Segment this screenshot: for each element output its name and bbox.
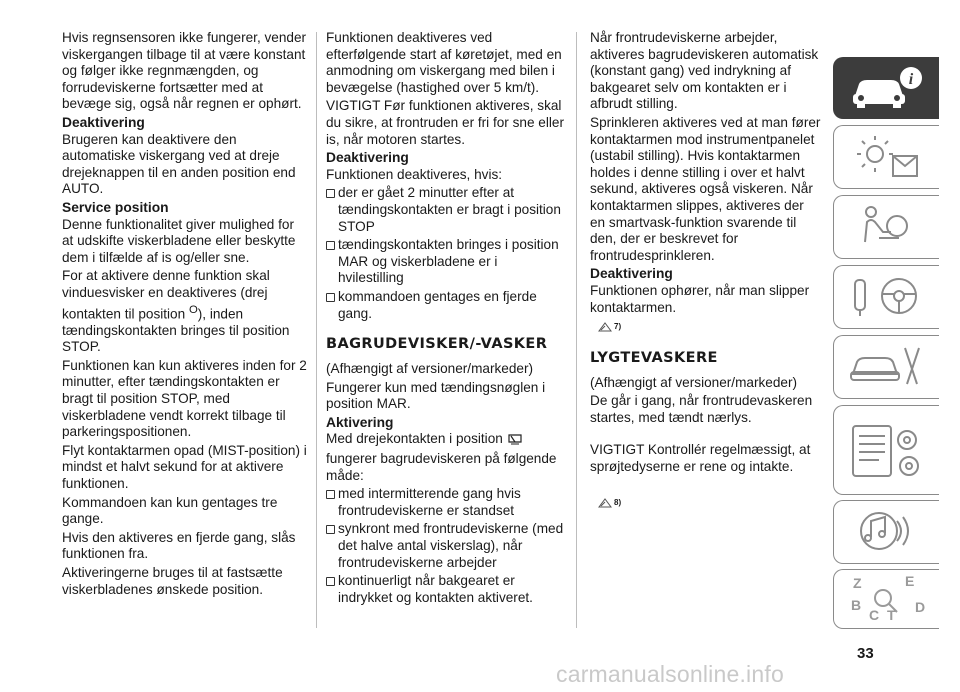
column-1 bbox=[62, 30, 308, 600]
car-info-icon bbox=[849, 64, 927, 112]
watermark: carmanualsonline.info bbox=[556, 661, 784, 687]
music-phone-icon bbox=[849, 507, 927, 555]
position-symbol: O bbox=[188, 303, 198, 316]
index-letter: B bbox=[851, 597, 862, 613]
tab-emergency[interactable] bbox=[833, 335, 939, 399]
svg-text:i: i bbox=[908, 71, 914, 88]
text-part: ), inden tændingskontakten bringes til position STOP. bbox=[62, 306, 290, 355]
warning-reference bbox=[598, 319, 822, 336]
paragraph: Når frontrudeviskerne arbejder, aktiveres bagrudeviskeren automatisk (konstant gang) ved indrykning af bakgearet selv om kontakten er i afbrudt stilling. bbox=[590, 30, 819, 112]
paragraph: De går i gang, når frontrudevaskeren startes, med tændt nærlys. bbox=[590, 393, 813, 425]
paragraph: Funktionen deaktiveres, hvis: bbox=[326, 166, 503, 182]
paragraph: (Afhængigt af versioner/markeder) bbox=[326, 361, 534, 377]
index-letters-icon bbox=[849, 576, 927, 622]
heading-aktivering: Aktivering bbox=[326, 414, 394, 430]
paragraph: Funktionen deaktiveres ved efterfølgende start af køretøjet, med en anmodning om viskergang med bilen i bevægelse (hastighed over 5 km/t). bbox=[326, 30, 562, 95]
tab-maintenance[interactable] bbox=[833, 405, 939, 495]
heading-deaktivering: Deaktivering bbox=[326, 150, 409, 166]
tab-car-info[interactable] bbox=[833, 57, 939, 119]
tab-starting-driving[interactable] bbox=[833, 265, 939, 329]
paragraph bbox=[62, 268, 308, 356]
paragraph: VIGTIGT Før funktionen aktiveres, skal du sikre, at frontruden er fri for sne eller is, når motoren startes. bbox=[326, 98, 564, 147]
car-tools-icon bbox=[849, 342, 927, 390]
paragraph: Funktionen ophører, når man slipper kontaktarmen. bbox=[590, 282, 810, 315]
paragraph: Denne funktionalitet giver mulighed for at udskifte viskerbladene eller beskytte dem i tilfælde af is og/eller sne. bbox=[62, 216, 296, 265]
maintenance-gears-icon bbox=[849, 412, 927, 488]
index-letter: E bbox=[905, 576, 915, 589]
paragraph: Aktiveringerne bruges til at fastsætte viskerbladenes ønskede position. bbox=[62, 564, 283, 597]
text-part: For at aktivere denne funktion skal vinduesvisker en deaktiveres (drej kontakten til position bbox=[62, 268, 270, 322]
tab-safety[interactable] bbox=[833, 195, 939, 259]
tab-index[interactable] bbox=[833, 569, 939, 629]
index-letter: Z bbox=[853, 576, 862, 591]
bullet-item: kommandoen gentages en fjerde gang. bbox=[326, 289, 566, 322]
paragraph bbox=[326, 431, 566, 484]
heading-service-position: Service position bbox=[62, 199, 169, 215]
paragraph: Funktionen kan kun aktiveres inden for 2 minutter, efter tændingskontakten er bragt til position STOP, med viskerbladene vendt korrekt tilbage til parkeringspositionen. bbox=[62, 357, 307, 440]
bullet-item: synkront med frontrudeviskerne (med det halve antal viskerslag), når frontrudeviskerne arbejder bbox=[326, 521, 566, 571]
bullet-item: der er gået 2 minutter efter at tændingskontakten er bragt i position STOP bbox=[326, 185, 566, 235]
index-letter: D bbox=[915, 599, 926, 615]
text-part: fungerer bagrudeviskeren på følgende måde: bbox=[326, 451, 557, 483]
rear-wiper-symbol-icon bbox=[507, 432, 523, 451]
warning-number: 7) bbox=[614, 322, 622, 332]
warning-number: 8) bbox=[614, 497, 622, 507]
key-steering-icon bbox=[849, 272, 927, 320]
bullet-item: kontinuerligt når bakgearet er indrykket og kontakten aktiveret. bbox=[326, 573, 566, 606]
warning-hand-icon bbox=[598, 321, 612, 333]
warning-reference bbox=[598, 495, 822, 512]
page-number: 33 bbox=[857, 645, 874, 662]
lights-warning-icon bbox=[849, 132, 927, 180]
column-2 bbox=[326, 30, 566, 608]
heading-deaktivering: Deaktivering bbox=[62, 114, 145, 130]
tab-lights-warnings[interactable] bbox=[833, 125, 939, 189]
paragraph: Flyt kontaktarmen opad (MIST-position) i mindst et halvt sekund for at aktivere funktionen. bbox=[62, 442, 307, 491]
index-letter: C bbox=[869, 607, 880, 622]
section-title-lygtevaskere: LYGTEVASKERE bbox=[590, 349, 718, 366]
bullet-item: med intermitterende gang hvis frontrudeviskerne er standset bbox=[326, 486, 566, 519]
section-title-bagrudevisker: BAGRUDEVISKER/-VASKER bbox=[326, 336, 548, 353]
column-divider bbox=[576, 32, 577, 628]
paragraph: Fungerer kun med tændingsnøglen i position MAR. bbox=[326, 379, 546, 412]
text-part: Med drejekontakten i position bbox=[326, 431, 507, 447]
paragraph: (Afhængigt af versioner/markeder) bbox=[590, 374, 798, 390]
airbag-icon bbox=[849, 202, 927, 250]
bullet-item: tændingskontakten bringes i position MAR og viskerbladene er i hvilestilling bbox=[326, 237, 566, 287]
paragraph: Hvis regnsensoren ikke fungerer, vender viskergangen tilbage til at være konstant og følger ikke regnmængden, og forrudeviskerne fortsætter med at bevæge sig, også når regnen er ophørt. bbox=[62, 30, 307, 112]
warning-hand-icon bbox=[598, 497, 612, 509]
paragraph: Hvis den aktiveres en fjerde gang, slås funktionen fra. bbox=[62, 529, 296, 562]
paragraph: VIGTIGT Kontrollér regelmæssigt, at sprøjtedyserne er rene og intakte. bbox=[590, 442, 811, 475]
heading-deaktivering: Deaktivering bbox=[590, 266, 673, 282]
column-divider bbox=[316, 32, 317, 628]
column-3 bbox=[590, 30, 822, 513]
paragraph: Brugeren kan deaktivere den automatiske viskergang ved at dreje drejeknappen til en anden position end AUTO. bbox=[62, 131, 296, 197]
paragraph: Sprinkleren aktiveres ved at man fører kontaktarmen mod instrumentpanelet (ustabil stilling). Hvis kontaktarmen holdes i denne stilling i over et halvt sekund, aktiveres også viskeren. Når kontaktarmen slippes, aktiveres der en smartvask-funktion svarende til den, der er beskrevet for frontrudesprinkleren. bbox=[590, 114, 821, 263]
index-letter: T bbox=[887, 607, 896, 622]
paragraph: Kommandoen kan kun gentages tre gange. bbox=[62, 494, 278, 527]
tab-multimedia[interactable] bbox=[833, 500, 939, 564]
